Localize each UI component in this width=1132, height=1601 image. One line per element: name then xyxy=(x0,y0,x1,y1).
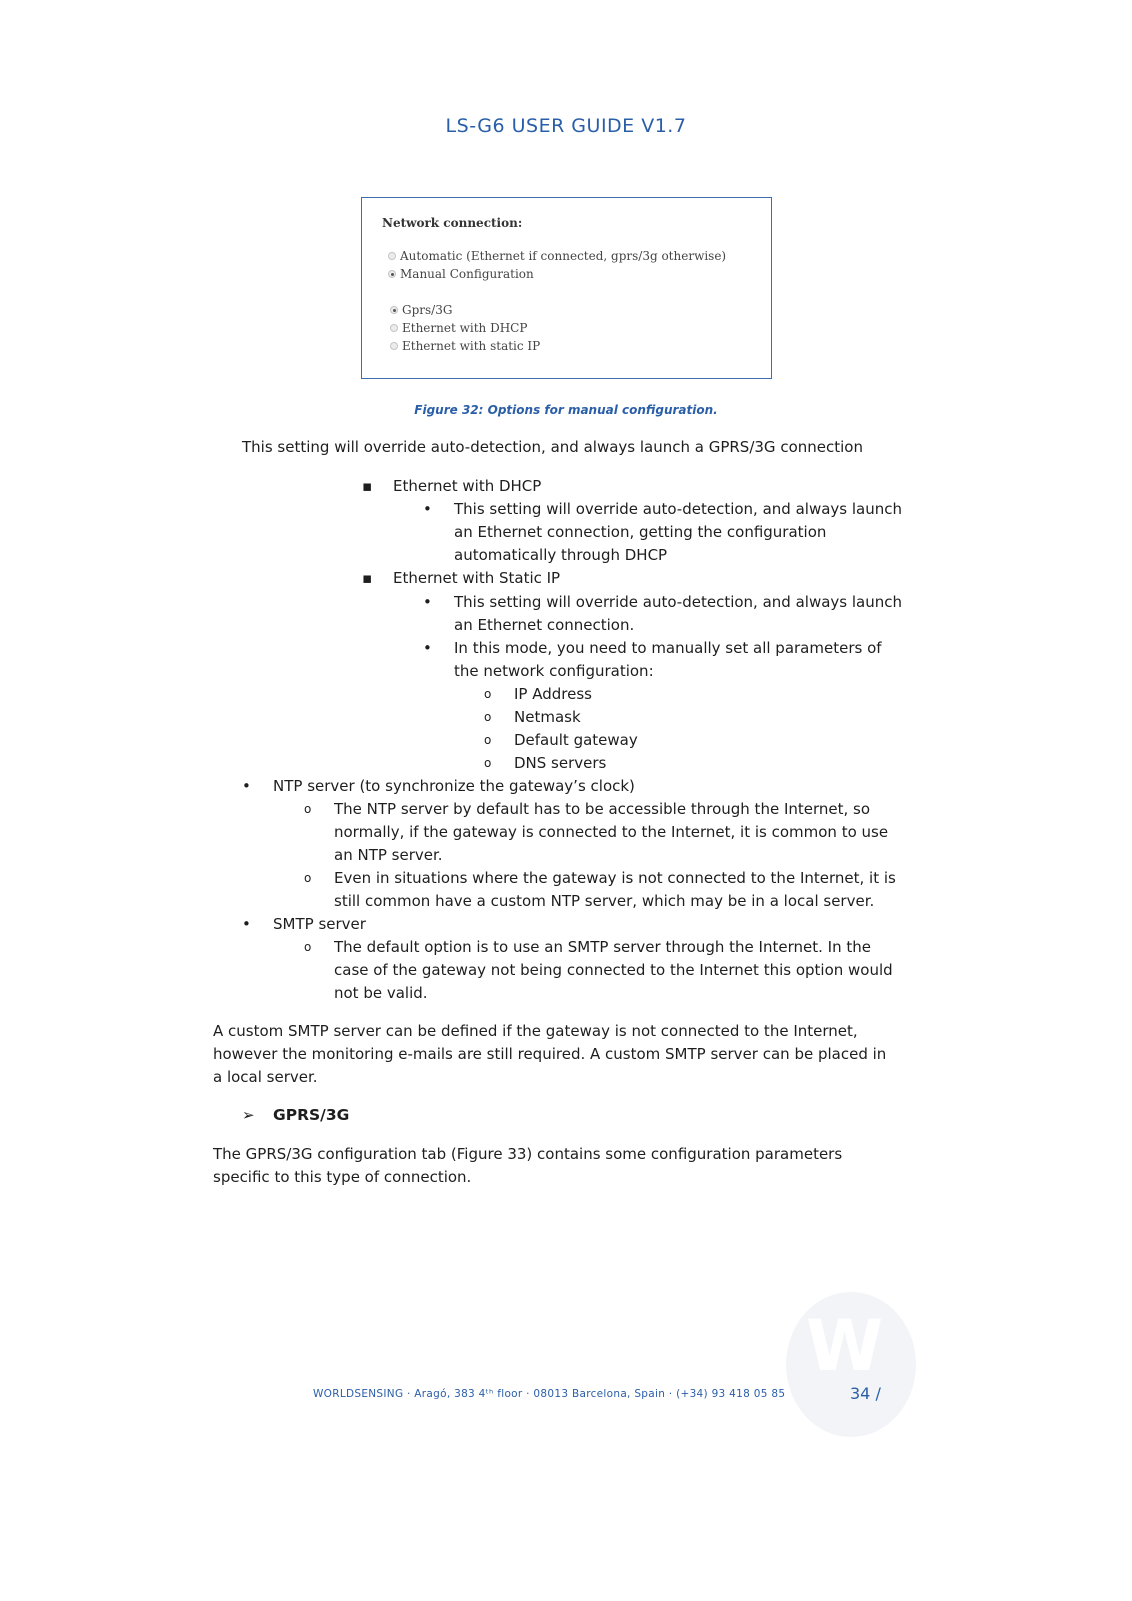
item-smtp-server: SMTP server xyxy=(273,915,366,933)
static-desc-line: In this mode, you need to manually set all parameters of xyxy=(454,639,882,657)
figure-caption: Figure 32: Options for manual configuration. xyxy=(414,403,718,417)
section-heading-gprs: GPRS/3G xyxy=(273,1106,350,1124)
radio-label-automatic: Automatic (Ethernet if connected, gprs/3g otherwise) xyxy=(400,249,727,263)
radio-label-ethernet-dhcp: Ethernet with DHCP xyxy=(402,321,528,335)
circle-marker: o xyxy=(304,871,312,885)
static-desc-line: an Ethernet connection. xyxy=(454,616,635,634)
ntp-line: still common have a custom NTP server, which may be in a local server. xyxy=(334,892,875,910)
document-title: LS-G6 USER GUIDE V1.7 xyxy=(445,115,687,137)
ntp-line: Even in situations where the gateway is not connected to the Internet, it is xyxy=(334,869,896,887)
item-ethernet-static: Ethernet with Static IP xyxy=(393,569,561,587)
bullet-marker: • xyxy=(242,915,251,933)
circle-marker: o xyxy=(304,940,312,954)
static-desc-line: the network configuration: xyxy=(454,662,654,680)
ntp-line: normally, if the gateway is connected to the Internet, it is common to use xyxy=(334,823,889,841)
arrow-marker: ➢ xyxy=(242,1106,255,1124)
bullet-marker: ▪ xyxy=(362,569,373,587)
ntp-line: The NTP server by default has to be accessible through the Internet, so xyxy=(334,800,871,818)
custom-smtp-line: A custom SMTP server can be defined if the gateway is not connected to the Internet, xyxy=(213,1022,858,1040)
page-number: 34 / xyxy=(850,1384,881,1403)
param-default-gateway: Default gateway xyxy=(514,731,638,749)
dhcp-desc-line: an Ethernet connection, getting the configuration xyxy=(454,523,827,541)
bullet-marker: • xyxy=(423,639,432,657)
dhcp-desc-line: automatically through DHCP xyxy=(454,546,668,564)
radio-ethernet-dhcp[interactable] xyxy=(390,324,398,332)
custom-smtp-line: however the monitoring e-mails are still required. A custom SMTP server can be placed in xyxy=(213,1045,887,1063)
circle-marker: o xyxy=(304,802,312,816)
radio-automatic[interactable] xyxy=(388,252,396,260)
custom-smtp-line: a local server. xyxy=(213,1068,318,1086)
circle-marker: o xyxy=(484,733,492,747)
item-ethernet-dhcp: Ethernet with DHCP xyxy=(393,477,542,495)
bullet-marker: • xyxy=(423,593,432,611)
smtp-line: case of the gateway not being connected to the Internet this option would xyxy=(334,961,893,979)
param-dns-servers: DNS servers xyxy=(514,754,607,772)
footer-address: WORLDSENSING · Aragó, 383 4ᵗʰ floor · 08013 Barcelona, Spain · (+34) 93 418 05 85 xyxy=(313,1388,786,1400)
circle-marker: o xyxy=(484,687,492,701)
watermark-letter: W xyxy=(806,1305,884,1387)
smtp-line: not be valid. xyxy=(334,984,428,1002)
radio-label-ethernet-static: Ethernet with static IP xyxy=(402,339,541,353)
radio-label-gprs: Gprs/3G xyxy=(402,303,453,317)
radio-option-gprs[interactable] xyxy=(390,302,452,318)
smtp-line: The default option is to use an SMTP server through the Internet. In the xyxy=(334,938,871,956)
network-connection-heading: Network connection: xyxy=(382,216,523,230)
radio-option-ethernet-dhcp[interactable] xyxy=(390,320,527,336)
radio-option-manual[interactable] xyxy=(388,266,534,282)
circle-marker: o xyxy=(484,710,492,724)
static-desc-line: This setting will override auto-detection, and always launch xyxy=(454,593,902,611)
network-connection-figure xyxy=(361,197,772,379)
radio-manual[interactable] xyxy=(388,270,396,278)
circle-marker: o xyxy=(484,756,492,770)
radio-option-ethernet-static[interactable] xyxy=(390,338,540,354)
gprs-paragraph-line: The GPRS/3G configuration tab (Figure 33) contains some configuration parameters xyxy=(213,1145,843,1163)
param-netmask: Netmask xyxy=(514,708,581,726)
bullet-marker: • xyxy=(242,777,251,795)
radio-option-automatic[interactable] xyxy=(388,248,726,264)
bullet-marker: • xyxy=(423,500,432,518)
bullet-marker: ▪ xyxy=(362,477,373,495)
item-ntp-server: NTP server (to synchronize the gateway’s clock) xyxy=(273,777,635,795)
radio-gprs[interactable] xyxy=(390,306,398,314)
radio-label-manual: Manual Configuration xyxy=(400,267,534,281)
gprs-paragraph-line: specific to this type of connection. xyxy=(213,1168,472,1186)
dhcp-desc-line: This setting will override auto-detection, and always launch xyxy=(454,500,902,518)
param-ip-address: IP Address xyxy=(514,685,592,703)
ntp-line: an NTP server. xyxy=(334,846,443,864)
radio-ethernet-static[interactable] xyxy=(390,342,398,350)
intro-paragraph: This setting will override auto-detection, and always launch a GPRS/3G connection xyxy=(242,438,863,456)
